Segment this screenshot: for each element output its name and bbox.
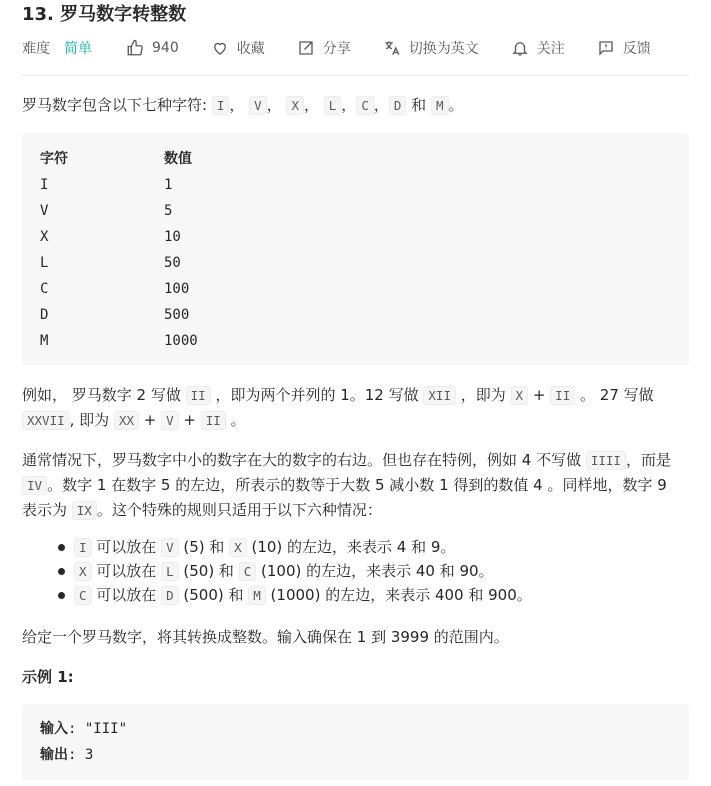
rule-list — [22, 535, 682, 607]
text: 。这个特殊的规则只适用于以下六种情况： — [96, 501, 382, 519]
problem-title: 13. 罗马数字转整数 — [22, 4, 187, 25]
text: + — [528, 386, 551, 404]
translate-icon — [383, 39, 401, 57]
inline-code: II — [201, 411, 226, 430]
symbol-M: M — [431, 96, 449, 115]
table-cell-value: 500 — [164, 307, 190, 323]
text: 例如， 罗马数字 2 写做 — [22, 386, 186, 404]
share-label: 分享 — [322, 41, 351, 57]
follow-button[interactable] — [511, 38, 565, 58]
table-cell-symbol: M — [40, 333, 49, 349]
table-cell-symbol: I — [40, 177, 49, 193]
symbol-L: L — [324, 96, 342, 115]
inline-code: C — [74, 586, 92, 605]
text: + — [139, 411, 162, 429]
inline-code: II — [186, 386, 211, 405]
text: (50) 和 — [178, 562, 239, 580]
text: (5) 和 — [178, 538, 230, 556]
table-cell-symbol: L — [40, 255, 49, 271]
text: 可以放在 — [91, 586, 162, 604]
text: 可以放在 — [91, 562, 162, 580]
symbol-X: X — [286, 96, 304, 115]
example-content — [40, 716, 127, 768]
symbol-C: C — [356, 96, 374, 115]
like-button[interactable] — [126, 39, 179, 57]
example-input-label: 输入 — [40, 721, 68, 737]
table-cell-symbol: C — [40, 281, 49, 297]
switch-language-label: 切换为英文 — [408, 41, 479, 57]
text: 。 — [225, 411, 246, 429]
text: 。 27 写做 — [575, 386, 654, 404]
heart-icon — [211, 39, 229, 57]
table-cell-value: 1000 — [164, 333, 198, 349]
inline-code: X — [511, 386, 529, 405]
table-header-row — [40, 146, 198, 172]
text: ，即为 — [455, 386, 511, 404]
inline-code: XII — [423, 386, 456, 405]
difficulty-value: 简单 — [64, 41, 92, 57]
symbol-value-table — [40, 146, 198, 354]
table-cell-value: 10 — [164, 229, 181, 245]
example-input-value: : "III" — [68, 721, 128, 737]
header-divider — [22, 75, 689, 76]
text: 。数字 1 在数字 5 的左边，所表示的数等于大数 5 减小数 1 得到的数值 4 。同样地，数字 9 表示为 — [22, 476, 667, 519]
text: 通常情况下，罗马数字中小的数字在大的数字的右边。但也存在特例，例如 4 不写做 — [22, 451, 586, 469]
example-explanation-paragraph — [22, 383, 682, 433]
example-output-line — [40, 742, 127, 768]
inline-code: IV — [22, 476, 47, 495]
inline-code: V — [161, 538, 179, 557]
table-cell-symbol: V — [40, 203, 49, 219]
list-item — [22, 559, 682, 583]
table-cell-symbol: D — [40, 307, 49, 323]
favorite-label: 收藏 — [236, 41, 265, 57]
inline-code: L — [161, 562, 179, 581]
example-input-line — [40, 716, 127, 742]
example-output-label: 输出 — [40, 747, 68, 763]
inline-code: M — [248, 586, 266, 605]
symbol-I: I — [212, 96, 230, 115]
symbol-D: D — [389, 96, 407, 115]
favorite-button[interactable] — [211, 38, 265, 58]
inline-code: XXVII — [22, 411, 70, 430]
list-item — [22, 583, 682, 607]
table-header-symbol: 字符 — [40, 151, 68, 167]
task-paragraph: 给定一个罗马数字，将其转换成整数。输入确保在 1 到 3999 的范围内。 — [22, 628, 509, 646]
text: (1000) 的左边，来表示 400 和 900。 — [265, 586, 532, 604]
example-output-value: : 3 — [68, 747, 94, 763]
inline-code: V — [161, 411, 179, 430]
feedback-label: 反馈 — [622, 41, 651, 57]
table-row — [40, 172, 198, 198]
inline-code: I — [74, 538, 92, 557]
text: ，即为两个并列的 1。12 写做 — [210, 386, 424, 404]
table-cell-value: 5 — [164, 203, 173, 219]
inline-code: IX — [72, 501, 97, 520]
text: ，而是 — [625, 451, 671, 469]
difficulty-label: 难度 — [22, 41, 50, 57]
share-button[interactable] — [297, 38, 351, 58]
table-cell-symbol: X — [40, 229, 49, 245]
table-row — [40, 198, 198, 224]
symbol-V: V — [249, 96, 267, 115]
inline-code: X — [74, 562, 92, 581]
feedback-icon — [597, 39, 615, 57]
thumbs-up-icon — [126, 39, 144, 57]
share-icon — [297, 39, 315, 57]
table-row — [40, 250, 198, 276]
feedback-button[interactable] — [597, 38, 651, 58]
switch-language-button[interactable] — [383, 38, 479, 58]
intro-paragraph: 罗马数字包含以下七种字符: I ， V ， X ， L ， C ， D 和 M 。 — [22, 96, 464, 114]
table-cell-value: 1 — [164, 177, 173, 193]
inline-code: XX — [114, 411, 139, 430]
problem-meta-bar — [22, 37, 651, 59]
table-header-value: 数值 — [164, 151, 192, 167]
bell-icon — [511, 39, 529, 57]
inline-code: D — [161, 586, 179, 605]
like-count: 940 — [152, 40, 179, 56]
text: (500) 和 — [178, 586, 249, 604]
table-row — [40, 302, 198, 328]
inline-code: X — [229, 538, 247, 557]
text: + — [178, 411, 201, 429]
follow-label: 关注 — [536, 41, 565, 57]
table-row — [40, 328, 198, 354]
text: (100) 的左边，来表示 40 和 90。 — [256, 562, 494, 580]
inline-code: IIII — [586, 451, 626, 470]
intro-and: 和 — [411, 96, 427, 114]
inline-code: II — [550, 386, 575, 405]
list-item — [22, 535, 682, 559]
text: (10) 的左边，来表示 4 和 9。 — [246, 538, 456, 556]
table-row — [40, 224, 198, 250]
table-row — [40, 276, 198, 302]
table-cell-value: 100 — [164, 281, 190, 297]
inline-code: C — [239, 562, 257, 581]
example-heading: 示例 1: — [22, 668, 74, 686]
intro-text: 罗马数字包含以下七种字符: — [22, 96, 212, 114]
table-cell-value: 50 — [164, 255, 181, 271]
text: 可以放在 — [91, 538, 162, 556]
special-rule-paragraph — [22, 448, 682, 523]
intro-end: 。 — [448, 96, 464, 114]
text: , 即为 — [69, 411, 114, 429]
